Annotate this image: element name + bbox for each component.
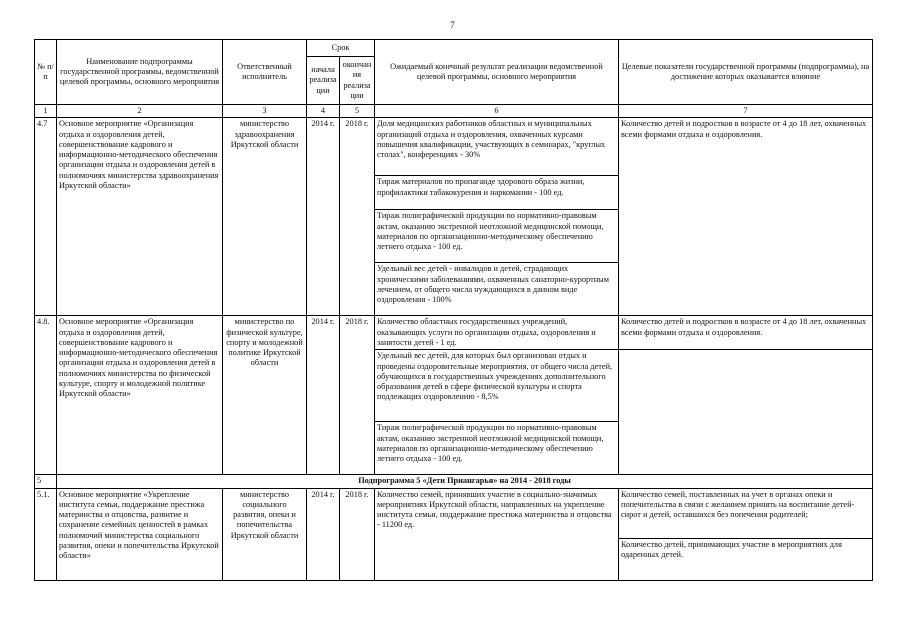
expected-result: Удельный вес детей, для которых был организован отдых и проведены оздоровительные мероприятия, от общего числа детей, обучающихся в государственных учреждениях дополнительного образования детей в сфере физической культуры и спорта подлежащих оздоровлению - 8,5% — [375, 350, 619, 422]
header-end: окончания реализации — [340, 57, 375, 105]
target-indicator: Количество детей и подростков в возрасте от 4 до 18 лет, охваченных всеми формами отдыха и оздоровления. — [619, 118, 873, 316]
header-executor: Ответственный исполнитель — [223, 40, 307, 105]
header-result: Ожидаемый конечный результат реализации ведомственной целевой программы, основного мероприятия — [375, 40, 619, 105]
header-targets: Целевые показатели государственной программы (подпрограммы), на достижение которых оказывается влияние — [619, 40, 873, 105]
activity-name: Основное мероприятие «Организация отдыха и оздоровления детей, совершенствование кадрового и информационно-методического обеспечения организации отдыха и оздоровления детей в полномочиях министерства по физической культуре, спорту и молодежной политике Иркутской области» — [57, 316, 223, 475]
table-row — [35, 118, 873, 176]
expected-result: Тираж полиграфической продукции по нормативно-правовым актам, оказанию экстренной неотложной медицинской помощи, материалов по организационно-методическому обеспечению летнего отдыха - 100 ед. — [375, 422, 619, 475]
target-indicator: Количество семей, поставленных на учет в органах опеки и попечительства в связи с желанием принять на воспитание детей-сирот и детей, оставшихся без попечения родителей; — [619, 488, 873, 538]
end-year: 2018 г. — [340, 118, 375, 316]
table-row — [35, 316, 873, 350]
expected-result: Доля медицинских работников областных и муниципальных организаций отдыха и оздоровления, охваченных курсами повышения квалификации, участвующих в семинарах, "круглых столах", конференциях - 30% — [375, 118, 619, 176]
expected-result: Удельный вес детей - инвалидов и детей, страдающих хроническими заболеваниями, охваченных санаторно-курортным лечением, от общего числа нуждающихся в данном виде оздоровления - 100% — [375, 263, 619, 316]
start-year: 2014 г. — [307, 488, 340, 580]
row-number: 5.1. — [35, 488, 57, 580]
section-number: 5 — [35, 475, 57, 488]
col-number: 4 — [307, 105, 340, 118]
end-year: 2018 г. — [340, 316, 375, 475]
header-no: № п/п — [35, 40, 57, 105]
target-indicator-empty — [619, 350, 873, 475]
col-number: 5 — [340, 105, 375, 118]
column-numbers-row — [35, 105, 873, 118]
header-start: начала реализации — [307, 57, 340, 105]
end-year: 2018 г. — [340, 488, 375, 580]
table-row — [35, 488, 873, 538]
row-number: 4.7 — [35, 118, 57, 316]
col-number: 6 — [375, 105, 619, 118]
expected-result: Тираж материалов по пропаганде здорового образа жизни, профилактики табакокурения и наркомании - 100 ед. — [375, 176, 619, 210]
section-title: Подпрограмма 5 «Дети Приангарья» на 2014 - 2018 годы — [57, 475, 873, 488]
program-table — [34, 39, 873, 581]
expected-result: Количество областных государственных учреждений, оказывающих услуги по организации отдыха, оздоровления и занятости детей - 1 ед. — [375, 316, 619, 350]
header-row — [35, 40, 873, 57]
section-row — [35, 475, 873, 488]
expected-result: Количество семей, принявших участие в социально-значимых мероприятиях Иркутской области, направленных на укрепление института семьи, поддержание престижа материнства и отцовства - 11200 ед. — [375, 488, 619, 580]
executor: министерство по физической культуре, спорту и молодежной политике Иркутской области — [223, 316, 307, 475]
page-number: 7 — [450, 20, 455, 30]
activity-name: Основное мероприятие «Организация отдыха и оздоровления детей, совершенствование кадрового и информационно-методического обеспечения организации отдыха и оздоровления детей в полномочиях министерства здравоохранения Иркутской области» — [57, 118, 223, 316]
executor: министерство социального развития, опеки и попечительства Иркутской области — [223, 488, 307, 580]
activity-name: Основное мероприятие «Укрепление института семьи, поддержание престижа материнства и отцовства, развитие и сохранение семейных ценностей в рамках полномочий министерства социального развития, опеки и попечительства Иркутской области» — [57, 488, 223, 580]
col-number: 2 — [57, 105, 223, 118]
row-number: 4.8. — [35, 316, 57, 475]
start-year: 2014 г. — [307, 118, 340, 316]
start-year: 2014 г. — [307, 316, 340, 475]
target-indicator: Количество детей и подростков в возрасте от 4 до 18 лет, охваченных всеми формами отдыха и оздоровления. — [619, 316, 873, 350]
executor: министерство здравоохранения Иркутской области — [223, 118, 307, 316]
expected-result: Тираж полиграфической продукции по нормативно-правовым актам, оказанию экстренной неотложной медицинской помощи, материалов по организационно-методическому обеспечению летнего отдыха - 100 ед. — [375, 210, 619, 263]
col-number: 3 — [223, 105, 307, 118]
header-term: Срок — [307, 40, 375, 57]
col-number: 7 — [619, 105, 873, 118]
col-number: 1 — [35, 105, 57, 118]
target-indicator: Количество детей, принимающих участие в мероприятиях для одаренных детей. — [619, 538, 873, 580]
header-name: Наименование подпрограммы государственной программы, ведомственной целевой программы, основного мероприятия — [57, 40, 223, 105]
